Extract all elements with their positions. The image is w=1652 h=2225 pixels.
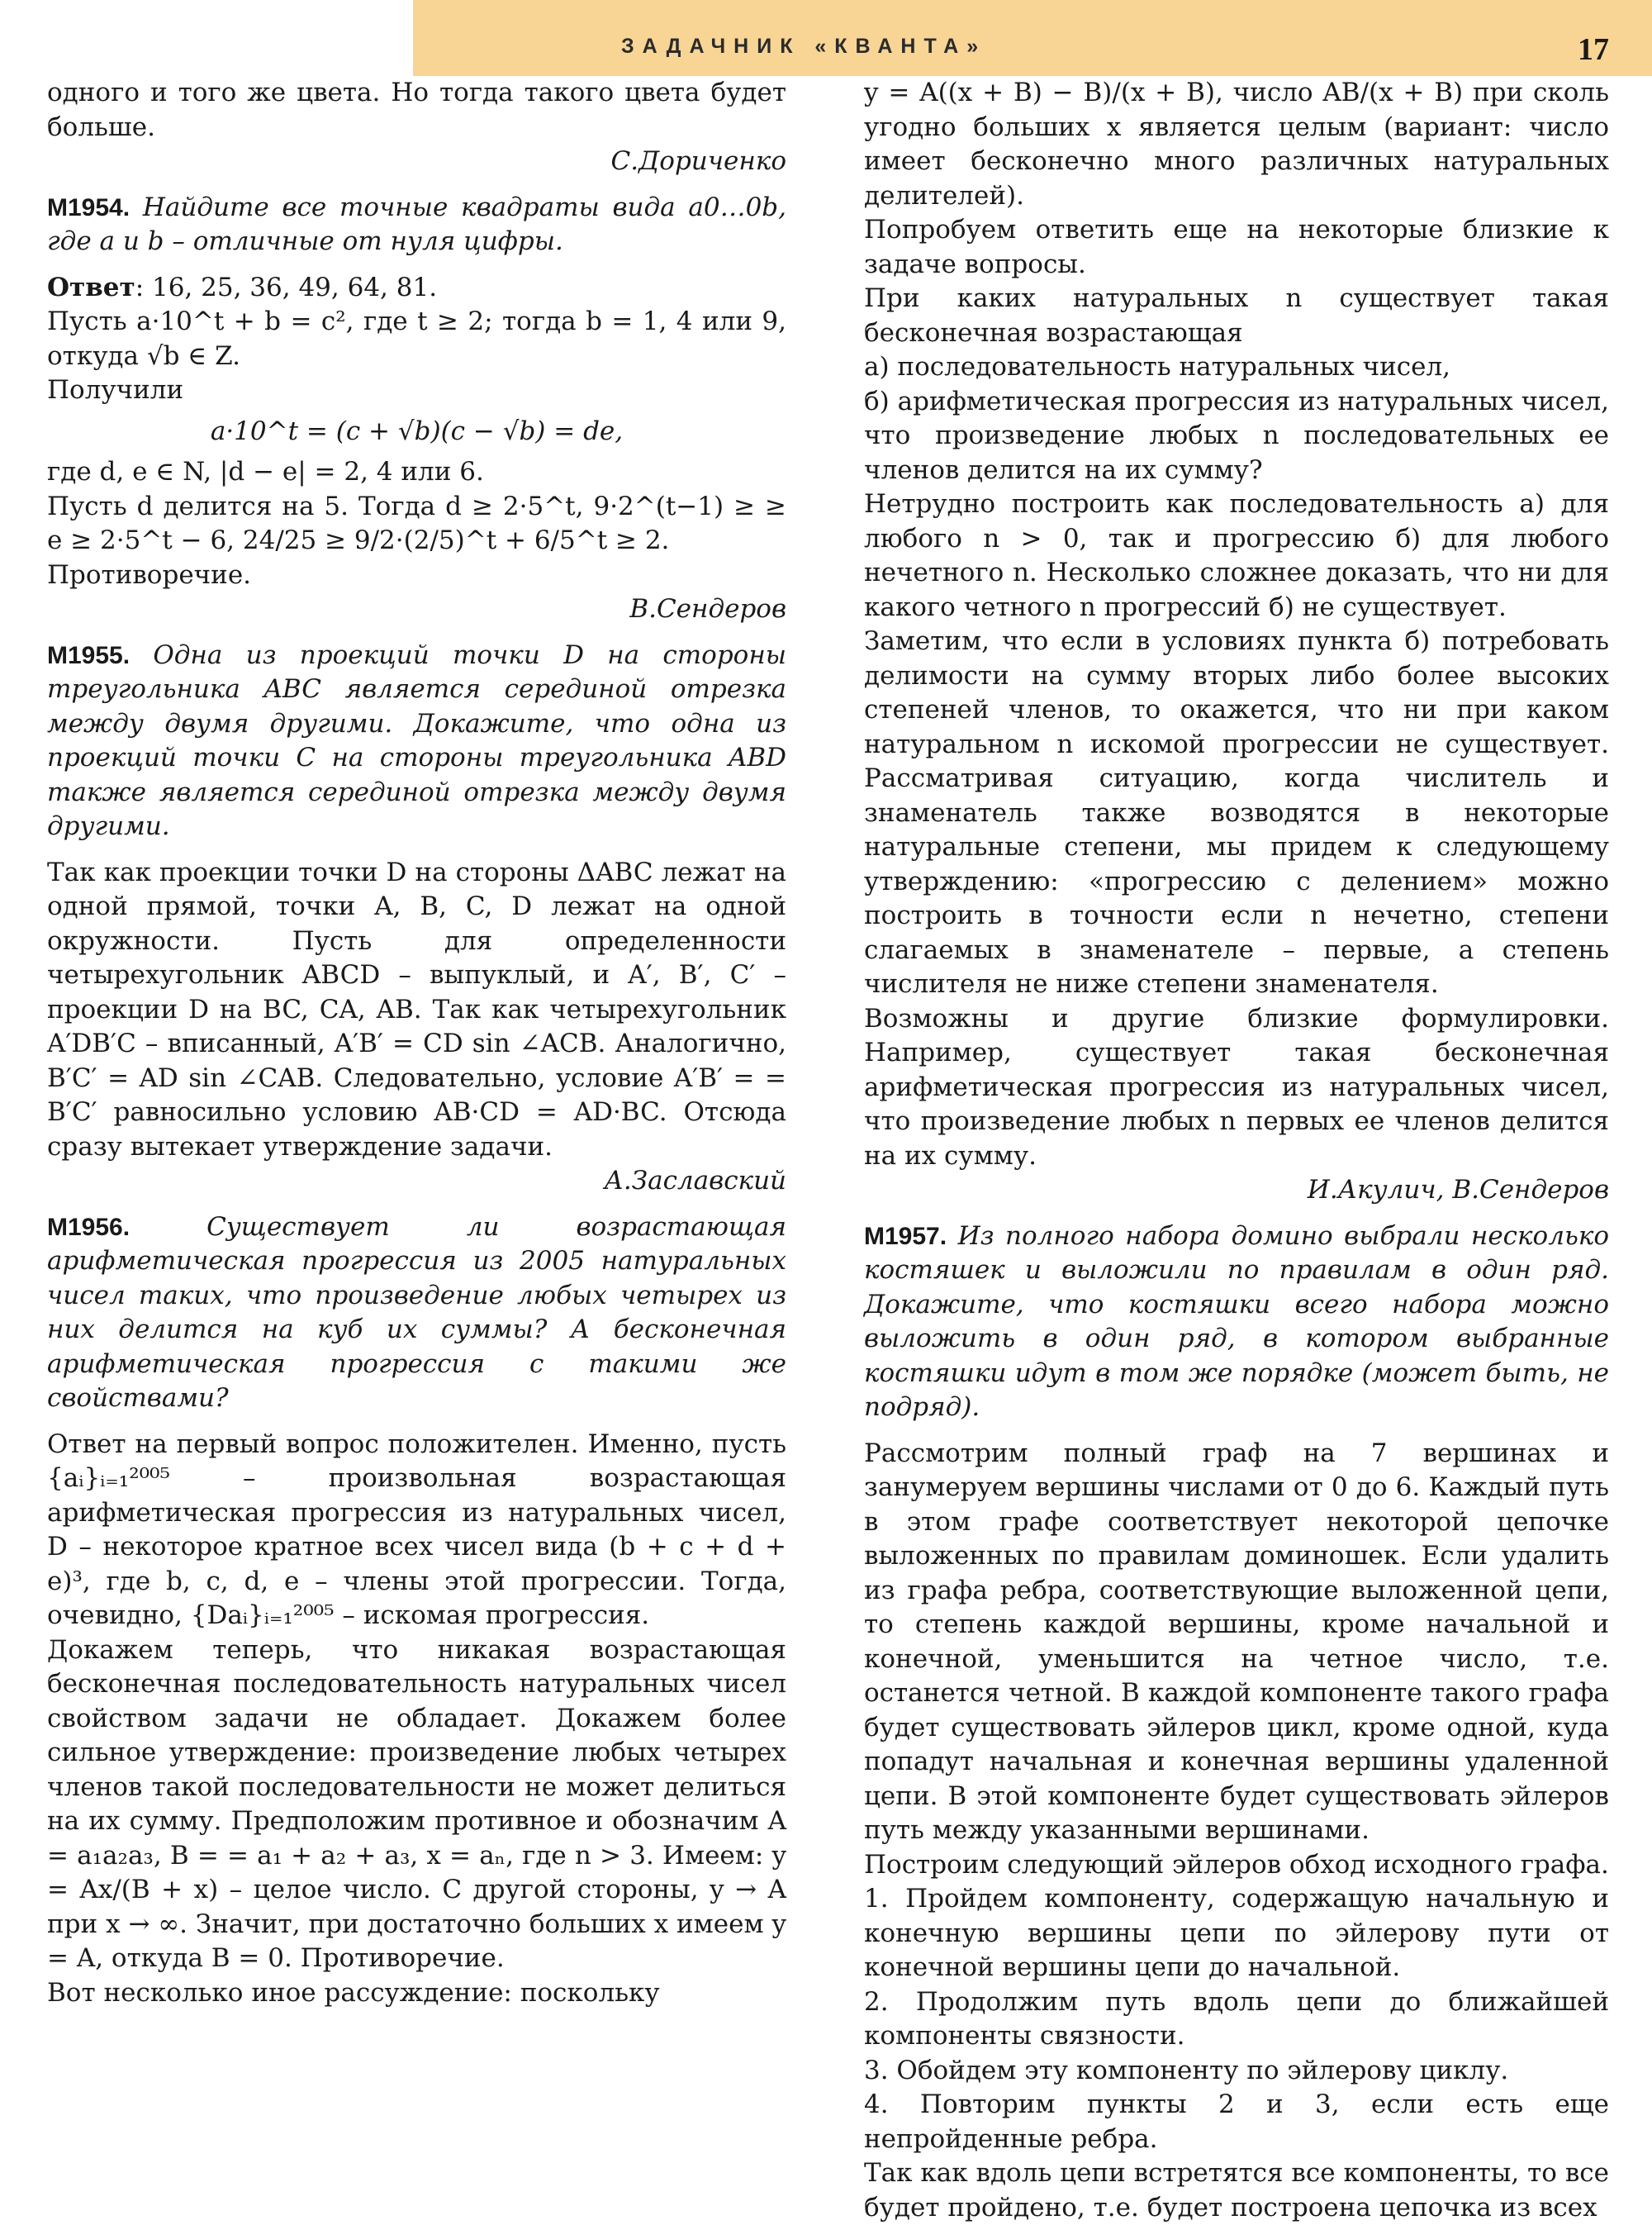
paragraph: При каких натуральных n существует такая бесконечная возрастающая <box>864 283 1609 348</box>
left-column <box>47 76 786 2217</box>
page-number: 17 <box>1578 32 1609 67</box>
continued-paragraph: одного и того же цвета. Но тогда такого цвета будет больше. <box>47 78 786 142</box>
solution-paragraph: Так как вдоль цепи встретятся все компоненты, то все будет пройдено, т.е. будет построена цепочка из всех <box>864 2158 1609 2223</box>
solution-paragraph: Ответ на первый вопрос положителен. Именно, пусть {aᵢ}ᵢ₌₁²⁰⁰⁵ – произвольная возрастающая арифметическая прогрессия из натуральных чисел, D – некоторое кратное всех чисел вида (b + c + d + e)³, где b, c, d, e – члены этой прогрессии. Тогда, очевидно, {Daᵢ}ᵢ₌₁²⁰⁰⁵ – искомая прогрессия. <box>47 1429 786 1630</box>
solution-paragraph: Пусть a·10^t + b = c², где t ≥ 2; тогда b = 1, 4 или 9, откуда √b ∈ Z. <box>47 307 786 371</box>
problem-m1954 <box>47 191 786 259</box>
solution-paragraph: Получили <box>47 375 184 405</box>
paragraph: Возможны и другие близкие формулировки. Например, существует такая бесконечная арифметическая прогрессия из натуральных чисел, что произведение любых n первых ее членов делится на их сумму. <box>864 1003 1609 1171</box>
author-1953: С.Дориченко <box>610 146 786 176</box>
problem-statement: Существует ли возрастающая арифметическая прогрессия из 2005 натуральных чисел таких, что произведение любых четырех из них делится на куб их суммы? А бесконечная арифметическая прогрессия с такими же свойствами? <box>47 1211 786 1413</box>
solution-paragraph: Рассмотрим полный граф на 7 вершинах и занумеруем вершины числами от 0 до 6. Каждый путь в этом графе соответствует некоторой цепочке выложенных по правилам доминошек. Если удалить из графа ребра, соответствующие выложенной цепи, то степень каждой вершины, кроме начальной и конечной, уменьшится на четное число, т.е. останется четной. В каждой компоненте такого графа будет существовать эйлеров цикл, кроме одной, куда попадут начальная и конечная вершины удаленной цепи. В этой компоненте будет существовать эйлеров путь между указанными вершинами. <box>864 1438 1609 1845</box>
problem-id: М1955. <box>47 641 131 669</box>
problem-m1956 <box>47 1210 786 1416</box>
solution-paragraph: Построим следующий эйлеров обход исходного графа. <box>864 1849 1609 1880</box>
author-1954: В.Сендеров <box>629 594 786 624</box>
solution-step: 4. Повторим пункты 2 и 3, если есть еще непройденные ребра. <box>864 2090 1609 2154</box>
solution-paragraph: Вот несколько иное рассуждение: поскольку <box>47 1977 660 2008</box>
continued-paragraph: y = A((x + B) − B)/(x + B), число AB/(x + B) при сколь угодно больших x является целым (вариант: число имеет бесконечно много различных натуральных делителей). <box>864 78 1609 211</box>
paragraph: Нетрудно построить как последовательность а) для любого n > 0, так и прогрессию б) для любого нечетного n. Несколько сложнее доказать, что ни для какого четного n прогрессий б) не существует. <box>864 489 1609 622</box>
paragraph: Попробуем ответить еще на некоторые близкие к задаче вопросы. <box>864 215 1609 279</box>
answer-label: Ответ <box>47 272 135 302</box>
problem-statement: Одна из проекций точки D на стороны треугольника ABC является серединой отрезка между двумя другими. Докажите, что одна из проекций точки C на стороны треугольника ABD также является серединой отрезка между двумя другими. <box>47 639 786 841</box>
solution-step: 2. Продолжим путь вдоль цепи до ближайшей компоненты связности. <box>864 1986 1609 2051</box>
author-1955: А.Заславский <box>604 1166 786 1196</box>
right-column <box>864 76 1609 2223</box>
problem-statement: Найдите все точные квадраты вида a0…0b, где a и b – отличные от нуля цифры. <box>47 192 786 256</box>
answer-line <box>47 271 786 306</box>
paragraph: б) арифметическая прогрессия из натуральных чисел, что произведение любых n последовательных ее членов делится на их сумму? <box>864 386 1609 485</box>
problem-id: М1957. <box>864 1222 947 1250</box>
paragraph: а) последовательность натуральных чисел, <box>864 352 1450 382</box>
problem-id: М1954. <box>47 193 131 221</box>
problem-m1955 <box>47 639 786 844</box>
paragraph: Заметим, что если в условиях пункта б) потребовать делимости на сумму вторых либо более высоких степеней членов, то окажется, что ни при каком натуральном n искомой прогрессии не существует. Рассматривая ситуацию, когда числитель и знаменатель также возводятся в некоторые натуральные степени, мы придем к следующему утверждению: «прогрессию с делением» можно построить в точности если n нечетно, степени слагаемых в знаменателе – первые, а степень числителя не ниже степени знаменателя. <box>864 626 1609 999</box>
solution-paragraph: Так как проекции точки D на стороны ΔABC лежат на одной прямой, точки A, B, C, D лежат на одной окружности. Пусть для определенности четырехугольник ABCD – выпуклый, и A′, B′, C′ – проекции D на BC, CA, AB. Так как четырехугольник A′DB′C – вписанный, A′B′ = CD sin ∠ACB. Аналогично, B′C′ = AD sin ∠CAB. Следовательно, условие A′B′ = = B′C′ равносильно условию AB·CD = AD·BC. Отсюда сразу вытекает утверждение задачи. <box>47 857 786 1162</box>
solution-paragraph: Противоречие. <box>47 559 252 590</box>
header-band <box>413 0 1652 76</box>
solution-paragraph: где d, e ∈ N, |d − e| = 2, 4 или 6. <box>47 457 484 487</box>
solution-step: 1. Пройдем компоненту, содержащую начальную и конечную вершины цепи по эйлерову пути от конечной вершины цепи до начальной. <box>864 1884 1609 1982</box>
answer-value: : 16, 25, 36, 49, 64, 81. <box>135 272 438 302</box>
display-formula: a·10^t = (c + √b)(c − √b) = de, <box>210 416 624 446</box>
solution-paragraph: Пусть d делится на 5. Тогда d ≥ 2·5^t, 9·2^(t−1) ≥ ≥ e ≥ 2·5^t − 6, 24/25 ≥ 9/2·(2/5)^t + 6/5^t ≥ 2. <box>47 491 786 555</box>
problem-m1957 <box>864 1219 1609 1425</box>
solution-paragraph: Докажем теперь, что никакая возрастающая бесконечная последовательность натуральных чисел свойством задачи не обладает. Докажем более сильное утверждение: произведение любых четырех членов такой последовательности не может делиться на их сумму. Предположим противное и обозначим A = a₁a₂a₃, B = = a₁ + a₂ + a₃, x = aₙ, где n > 3. Имеем: y = Ax/(B + x) – целое число. С другой стороны, y → A при x → ∞. Значит, при достаточно больших x имеем y = A, откуда B = 0. Противоречие. <box>47 1634 786 1973</box>
journal-section-title: ЗАДАЧНИК «КВАНТА» <box>621 35 987 58</box>
problem-statement: Из полного набора домино выбрали несколько костяшек и выложили по правилам в один ряд. Докажите, что костяшки всего набора можно выложить в один ряд, в котором выбранные костяшки идут в том же порядке (может быть, не подряд). <box>864 1220 1609 1422</box>
author-1956: И.Акулич, В.Сендеров <box>1307 1175 1609 1205</box>
solution-step: 3. Обойдем эту компоненту по эйлерову циклу. <box>864 2055 1509 2085</box>
problem-id: М1956. <box>47 1213 131 1241</box>
